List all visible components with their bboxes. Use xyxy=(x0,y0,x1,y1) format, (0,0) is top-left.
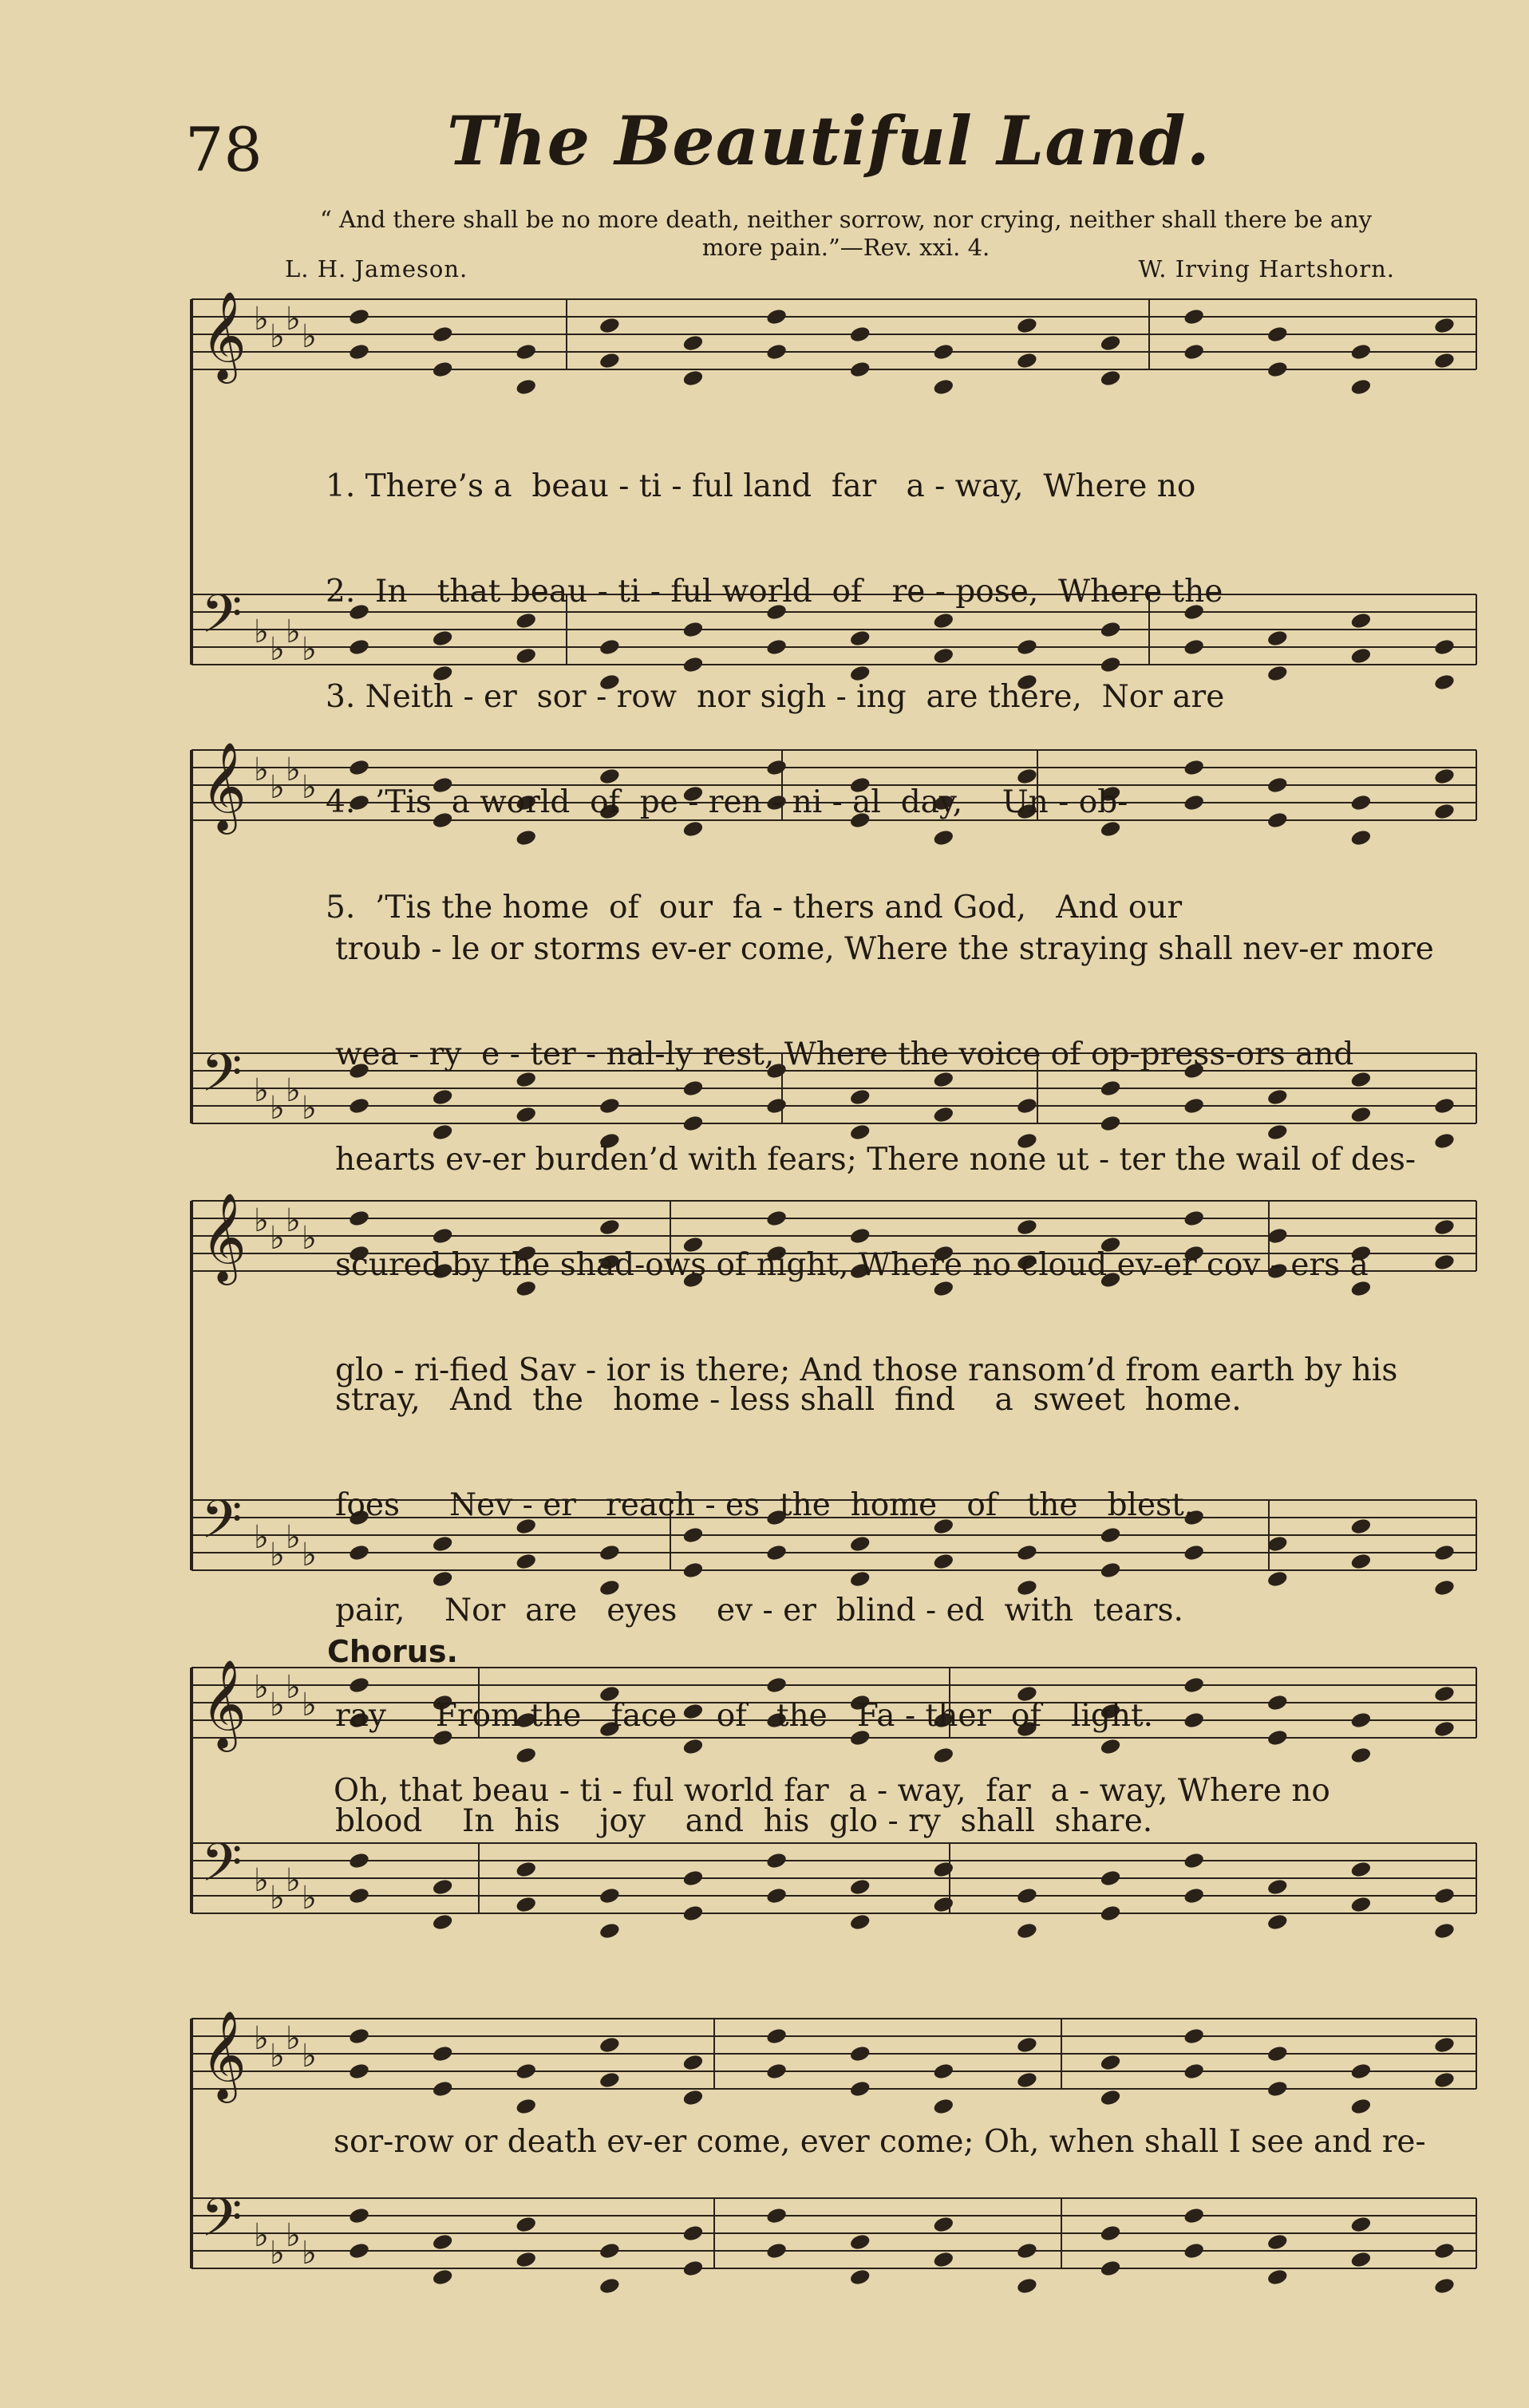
bass-note-head xyxy=(1349,2250,1372,2268)
bass-note-head xyxy=(1100,2224,1122,2242)
flat-icon: ♭ xyxy=(286,752,301,788)
flat-icon: ♭ xyxy=(286,2020,301,2057)
flat-icon: ♭ xyxy=(254,1862,269,1899)
composer-credit: W. Irving Hartshorn. xyxy=(1138,255,1395,282)
treble-note-head xyxy=(1266,776,1289,794)
bass-note-head xyxy=(1433,673,1456,691)
flat-icon: ♭ xyxy=(270,631,285,668)
treble-note-head xyxy=(1349,342,1372,361)
bass-note-head xyxy=(1433,638,1456,656)
treble-note-head xyxy=(1433,1719,1456,1738)
treble-note-head xyxy=(1266,811,1289,829)
flat-icon: ♭ xyxy=(302,2038,317,2074)
treble-note-head xyxy=(1266,2079,1289,2098)
treble-note-head xyxy=(1349,793,1372,811)
treble-note-head xyxy=(348,307,370,326)
treble-note-head xyxy=(1433,1684,1456,1703)
flat-icon: ♭ xyxy=(286,2217,301,2254)
treble-note-head xyxy=(599,2035,621,2054)
bass-clef-icon: 𝄢 xyxy=(201,583,243,657)
flat-icon: ♭ xyxy=(286,1072,301,1109)
flat-icon: ♭ xyxy=(270,1090,285,1127)
treble-note-head xyxy=(765,2062,788,2080)
epigraph-line-2: more pain.”—Rev. xxi. 4. xyxy=(701,233,990,261)
flat-icon: ♭ xyxy=(254,301,269,338)
bass-note-head xyxy=(1433,2276,1456,2295)
treble-note-head xyxy=(599,2070,621,2089)
treble-note-head xyxy=(1349,2097,1372,2115)
flat-icon: ♭ xyxy=(302,769,317,806)
treble-note-head xyxy=(599,351,621,369)
treble-note-head xyxy=(348,2062,370,2080)
lyric-line: scured by the shad-ows of night, Where no cloud ev-er cov - ers a xyxy=(335,1247,1369,1283)
lyric-line: troub - le or storms ev-er come, Where the straying shall nev-er more xyxy=(335,931,1434,967)
flat-icon: ♭ xyxy=(302,318,317,355)
bass-note-head xyxy=(682,2224,704,2242)
flat-icon: ♭ xyxy=(254,1519,269,1556)
bass-note-head xyxy=(1016,2276,1038,2295)
treble-note-head xyxy=(1016,2035,1038,2054)
treble-note-head xyxy=(1183,2062,1205,2080)
treble-note-head xyxy=(1266,2044,1289,2063)
bass-note-head xyxy=(1433,1096,1456,1115)
bass-note-head xyxy=(1349,1552,1372,1570)
bass-note-head xyxy=(849,2232,871,2251)
lyric-line: 2. In that beau - ti - ful world of re - pose, Where the xyxy=(326,574,1223,610)
flat-icon: ♭ xyxy=(254,752,269,788)
treble-note-head xyxy=(1433,802,1456,820)
treble-note-head xyxy=(765,342,788,361)
treble-note-head xyxy=(1100,2088,1122,2106)
treble-note-head xyxy=(1016,2070,1038,2089)
bass-note-head xyxy=(432,2232,454,2251)
bass-note-head xyxy=(348,2241,370,2260)
treble-note-head xyxy=(932,2062,954,2080)
hymn-title: The Beautiful Land. xyxy=(447,101,1211,180)
treble-note-head xyxy=(932,2097,954,2115)
bass-note-head xyxy=(1349,1860,1372,1878)
bass-note-head xyxy=(515,2215,537,2233)
bass-note-head xyxy=(599,1921,621,1940)
flat-icon: ♭ xyxy=(286,301,301,338)
flat-icon: ♭ xyxy=(302,631,317,668)
bass-note-head xyxy=(849,1913,871,1931)
flat-icon: ♭ xyxy=(302,1880,317,1917)
lyric-line: 1. There’s a beau - ti - ful land far a - way, Where no xyxy=(326,468,1196,504)
bass-note-head xyxy=(1433,1131,1456,1150)
treble-note-head xyxy=(432,360,454,378)
treble-clef-icon: 𝄞 xyxy=(201,1192,247,1281)
lyric-line: stray, And the home - less shall find a sweet home. xyxy=(335,1382,1242,1418)
chorus-label: Chorus. xyxy=(327,1634,458,1669)
treble-note-head xyxy=(1349,2062,1372,2080)
page-number: 78 xyxy=(185,114,263,185)
treble-note-head xyxy=(432,2044,454,2063)
bass-note-head xyxy=(432,1913,454,1931)
bass-note-head xyxy=(1266,2268,1289,2286)
treble-note-head xyxy=(1183,2027,1205,2045)
treble-note-head xyxy=(1183,342,1205,361)
bass-note-head xyxy=(1016,1921,1038,1940)
treble-note-head xyxy=(1183,307,1205,326)
treble-note-head xyxy=(1349,377,1372,396)
treble-note-head xyxy=(682,2088,704,2106)
bass-note-head xyxy=(1183,2206,1205,2224)
bass-note-head xyxy=(1349,2215,1372,2233)
bass-note-head xyxy=(1433,1921,1456,1940)
flat-icon: ♭ xyxy=(270,1880,285,1917)
treble-note-head xyxy=(432,2079,454,2098)
flat-icon: ♭ xyxy=(302,1090,317,1127)
bass-note-head xyxy=(849,2268,871,2286)
treble-clef-icon: 𝄞 xyxy=(201,1659,247,1748)
treble-note-head xyxy=(1433,1218,1456,1236)
lyric-line: glo - ri-fied Sav - ior is there; And those ransom’d from earth by his xyxy=(335,1352,1398,1388)
treble-note-head xyxy=(765,307,788,326)
flat-icon: ♭ xyxy=(286,614,301,650)
treble-clef-icon: 𝄞 xyxy=(201,741,247,831)
treble-note-head xyxy=(515,377,537,396)
treble-note-head xyxy=(1433,316,1456,334)
bass-note-head xyxy=(348,2206,370,2224)
lyric-line: pair, Nor are eyes ev - er blind - ed with tears. xyxy=(335,1593,1183,1628)
treble-note-head xyxy=(515,2062,537,2080)
treble-note-head xyxy=(1433,2070,1456,2089)
treble-note-head xyxy=(599,316,621,334)
bass-note-head xyxy=(515,2250,537,2268)
treble-note-head xyxy=(1349,1746,1372,1764)
flat-icon: ♭ xyxy=(270,2038,285,2074)
flat-icon: ♭ xyxy=(270,1537,285,1573)
treble-note-head xyxy=(682,369,704,387)
treble-note-head xyxy=(515,2097,537,2115)
bass-note-head xyxy=(599,2276,621,2295)
bass-clef-icon: 𝄢 xyxy=(201,2187,243,2261)
bass-note-head xyxy=(1266,1913,1289,1931)
flat-icon: ♭ xyxy=(302,1537,317,1573)
treble-clef-icon: 𝄞 xyxy=(201,2010,247,2099)
treble-note-head xyxy=(1016,316,1038,334)
lyric-line: wea - ry e - ter - nal-ly rest, Where the voice of op-press-ors and xyxy=(335,1036,1354,1072)
lyric-line: 5. ’Tis the home of our fa - thers and God, And our xyxy=(326,890,1183,926)
treble-note-head xyxy=(932,377,954,396)
verse-lyrics-system-3 xyxy=(335,1313,1242,1909)
treble-note-head xyxy=(1266,325,1289,343)
bass-note-head xyxy=(1266,2232,1289,2251)
bass-note-head xyxy=(1349,646,1372,665)
bass-note-head xyxy=(1266,1877,1289,1896)
bass-note-head xyxy=(1349,1895,1372,1913)
treble-note-head xyxy=(1433,1253,1456,1271)
treble-clef-icon: 𝄞 xyxy=(201,290,247,380)
treble-note-head xyxy=(348,342,370,361)
treble-note-head xyxy=(932,342,954,361)
bass-note-head xyxy=(1183,2241,1205,2260)
treble-note-head xyxy=(348,2027,370,2045)
treble-note-head xyxy=(1433,351,1456,369)
treble-note-head xyxy=(1266,1728,1289,1747)
bass-note-head xyxy=(1266,1569,1289,1588)
chorus-lyric-line-2: sor-row or death ev-er come, ever come; Oh, when shall I see and re- xyxy=(334,2124,1426,2160)
lyric-line: 3. Neith - er sor - row nor sigh - ing are there, Nor are xyxy=(326,679,1225,715)
flat-icon: ♭ xyxy=(270,2235,285,2272)
bass-clef-icon: 𝄢 xyxy=(201,1832,243,1906)
treble-note-head xyxy=(1433,2035,1456,2054)
lyric-line: ray From the face of the Fa - ther of light. xyxy=(335,1698,1154,1734)
lyric-line: blood In his joy and his glo - ry shall share. xyxy=(335,1803,1153,1839)
flat-icon: ♭ xyxy=(254,614,269,650)
treble-note-head xyxy=(849,325,871,343)
bass-note-head xyxy=(1433,1886,1456,1905)
lyric-line: 4. ’Tis a world of pe - ren - ni - al day, Un - ob- xyxy=(326,784,1128,820)
treble-note-head xyxy=(1016,351,1038,369)
bass-note-head xyxy=(1433,2241,1456,2260)
treble-note-head xyxy=(849,2044,871,2063)
flat-icon: ♭ xyxy=(302,2235,317,2272)
flat-icon: ♭ xyxy=(270,318,285,355)
treble-note-head xyxy=(849,360,871,378)
bass-note-head xyxy=(1349,1517,1372,1535)
treble-note-head xyxy=(682,334,704,352)
bass-note-head xyxy=(932,2215,954,2233)
bass-note-head xyxy=(1433,1543,1456,1561)
bass-clef-icon: 𝄢 xyxy=(201,1042,243,1116)
bass-note-head xyxy=(765,2241,788,2260)
flat-icon: ♭ xyxy=(254,2217,269,2254)
treble-note-head xyxy=(1266,1693,1289,1711)
bass-note-head xyxy=(1266,664,1289,682)
bass-note-head xyxy=(1266,629,1289,647)
flat-icon: ♭ xyxy=(302,1220,317,1257)
treble-note-head xyxy=(432,325,454,343)
treble-note-head xyxy=(1100,369,1122,387)
treble-note-head xyxy=(1433,767,1456,785)
treble-note-head xyxy=(1100,334,1122,352)
bass-note-head xyxy=(599,2241,621,2260)
flat-icon: ♭ xyxy=(286,1669,301,1706)
bass-note-head xyxy=(1349,611,1372,630)
flat-icon: ♭ xyxy=(270,769,285,806)
flat-icon: ♭ xyxy=(254,2020,269,2057)
treble-note-head xyxy=(515,342,537,361)
bass-clef-icon: 𝄢 xyxy=(201,1489,243,1563)
flat-icon: ♭ xyxy=(270,1687,285,1723)
flat-icon: ♭ xyxy=(254,1669,269,1706)
treble-note-head xyxy=(765,2027,788,2045)
flat-icon: ♭ xyxy=(254,1072,269,1109)
flat-icon: ♭ xyxy=(286,1862,301,1899)
treble-note-head xyxy=(1266,360,1289,378)
flat-icon: ♭ xyxy=(302,1687,317,1723)
treble-note-head xyxy=(682,2053,704,2071)
lyric-line: hearts ev-er burden’d with fears; There none ut - ter the wail of des- xyxy=(335,1142,1416,1178)
bass-note-head xyxy=(1016,2241,1038,2260)
flat-icon: ♭ xyxy=(254,1202,269,1239)
bass-note-head xyxy=(682,2259,704,2277)
bass-note-head xyxy=(1433,1578,1456,1597)
lyricist-credit: L. H. Jameson. xyxy=(285,255,468,282)
bass-note-head xyxy=(432,2268,454,2286)
flat-icon: ♭ xyxy=(286,1519,301,1556)
epigraph-line-1: “ And there shall be no more death, neither sorrow, nor crying, neither shall there be any xyxy=(319,206,1373,233)
treble-note-head xyxy=(1349,1711,1372,1729)
treble-note-head xyxy=(849,2079,871,2098)
bass-note-head xyxy=(765,2206,788,2224)
bass-note-head xyxy=(1100,2259,1122,2277)
flat-icon: ♭ xyxy=(286,1202,301,1239)
chorus-lyric-line-1: Oh, that beau - ti - ful world far a - way, far a - way, Where no xyxy=(334,1773,1330,1809)
treble-note-head xyxy=(1349,828,1372,847)
treble-note-head xyxy=(1100,2053,1122,2071)
bass-note-head xyxy=(932,2250,954,2268)
lyric-line: foes Nev - er reach - es the home of the blest. xyxy=(335,1487,1195,1523)
flat-icon: ♭ xyxy=(270,1220,285,1257)
